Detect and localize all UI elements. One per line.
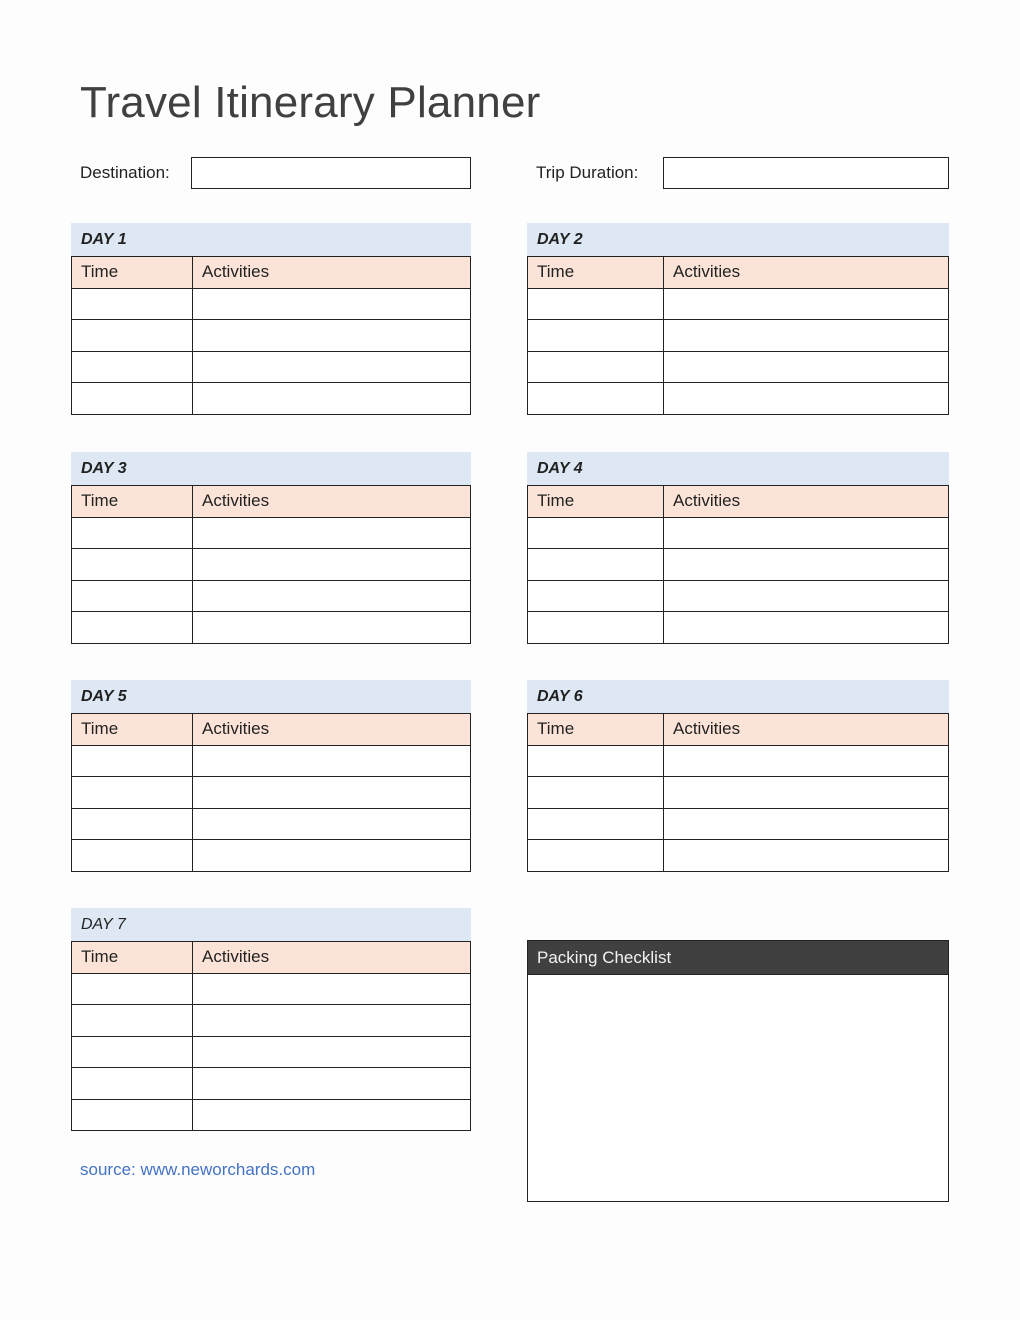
destination-field[interactable] — [191, 157, 471, 189]
table-row — [72, 383, 471, 415]
activity-cell[interactable] — [664, 745, 949, 777]
page-title: Travel Itinerary Planner — [80, 78, 541, 127]
table-row — [72, 1005, 471, 1037]
time-column-header: Time — [72, 714, 193, 746]
activity-cell[interactable] — [664, 808, 949, 840]
packing-checklist-area[interactable] — [528, 975, 948, 1201]
activities-column-header: Activities — [193, 257, 471, 289]
trip-duration-field[interactable] — [663, 157, 949, 189]
activity-cell[interactable] — [193, 549, 471, 581]
activity-cell[interactable] — [664, 612, 949, 644]
packing-checklist — [527, 940, 949, 1202]
activities-column-header: Activities — [664, 486, 949, 518]
table-row — [72, 1036, 471, 1068]
activities-column-header: Activities — [664, 257, 949, 289]
time-cell[interactable] — [528, 383, 664, 415]
time-cell[interactable] — [72, 808, 193, 840]
table-row — [72, 1068, 471, 1100]
table-row — [72, 320, 471, 352]
time-column-header: Time — [528, 257, 664, 289]
table-row — [72, 580, 471, 612]
day-1-section — [71, 223, 471, 415]
activity-cell[interactable] — [193, 840, 471, 872]
time-cell[interactable] — [72, 383, 193, 415]
time-cell[interactable] — [72, 612, 193, 644]
table-row — [528, 840, 949, 872]
activity-cell[interactable] — [193, 612, 471, 644]
activity-cell[interactable] — [664, 777, 949, 809]
time-cell[interactable] — [528, 612, 664, 644]
activity-cell[interactable] — [193, 517, 471, 549]
time-cell[interactable] — [72, 1036, 193, 1068]
day-7-header: DAY 7 — [71, 908, 471, 941]
day-7-section — [71, 908, 471, 1131]
table-row — [528, 351, 949, 383]
day-3-header: DAY 3 — [71, 452, 471, 485]
activity-cell[interactable] — [664, 580, 949, 612]
table-row — [528, 383, 949, 415]
table-row — [72, 517, 471, 549]
time-column-header: Time — [72, 942, 193, 974]
time-cell[interactable] — [72, 549, 193, 581]
table-row — [72, 808, 471, 840]
day-4-table — [527, 485, 949, 644]
time-cell[interactable] — [528, 808, 664, 840]
trip-duration-label: Trip Duration: — [536, 163, 639, 182]
time-cell[interactable] — [528, 549, 664, 581]
activity-cell[interactable] — [664, 320, 949, 352]
activity-cell[interactable] — [664, 288, 949, 320]
day-4-section — [527, 452, 949, 644]
activity-cell[interactable] — [193, 320, 471, 352]
table-row — [72, 745, 471, 777]
time-cell[interactable] — [528, 745, 664, 777]
activity-cell[interactable] — [193, 973, 471, 1005]
day-1-header: DAY 1 — [71, 223, 471, 256]
day-3-section — [71, 452, 471, 644]
packing-checklist-title: Packing Checklist — [528, 941, 948, 975]
day-2-table — [527, 256, 949, 415]
time-cell[interactable] — [72, 973, 193, 1005]
day-5-table — [71, 713, 471, 872]
table-row — [72, 973, 471, 1005]
time-cell[interactable] — [528, 288, 664, 320]
activities-column-header: Activities — [193, 714, 471, 746]
destination-label: Destination: — [80, 163, 170, 182]
time-cell[interactable] — [72, 745, 193, 777]
table-row — [528, 612, 949, 644]
time-cell[interactable] — [528, 580, 664, 612]
table-row — [72, 549, 471, 581]
table-row — [528, 808, 949, 840]
table-row — [528, 580, 949, 612]
time-cell[interactable] — [72, 840, 193, 872]
activity-cell[interactable] — [193, 383, 471, 415]
time-cell[interactable] — [72, 1099, 193, 1131]
table-row — [528, 517, 949, 549]
activity-cell[interactable] — [193, 745, 471, 777]
time-column-header: Time — [72, 257, 193, 289]
activity-cell[interactable] — [193, 580, 471, 612]
time-cell[interactable] — [528, 840, 664, 872]
activity-cell[interactable] — [664, 517, 949, 549]
day-2-section — [527, 223, 949, 415]
activity-cell[interactable] — [664, 351, 949, 383]
time-column-header: Time — [528, 486, 664, 518]
time-column-header: Time — [528, 714, 664, 746]
day-4-header: DAY 4 — [527, 452, 949, 485]
table-row — [72, 1099, 471, 1131]
table-row — [528, 288, 949, 320]
activity-cell[interactable] — [193, 1036, 471, 1068]
table-row — [528, 549, 949, 581]
day-6-header: DAY 6 — [527, 680, 949, 713]
table-row — [72, 351, 471, 383]
day-2-header: DAY 2 — [527, 223, 949, 256]
time-cell[interactable] — [528, 517, 664, 549]
table-row — [528, 320, 949, 352]
day-5-header: DAY 5 — [71, 680, 471, 713]
activities-column-header: Activities — [193, 486, 471, 518]
activity-cell[interactable] — [664, 383, 949, 415]
day-5-section — [71, 680, 471, 872]
activity-cell[interactable] — [193, 1005, 471, 1037]
day-1-table — [71, 256, 471, 415]
table-row — [72, 777, 471, 809]
source-link[interactable]: source: www.neworchards.com — [80, 1160, 316, 1179]
table-row — [528, 745, 949, 777]
time-cell[interactable] — [72, 517, 193, 549]
day-7-table — [71, 941, 471, 1131]
day-6-table — [527, 713, 949, 872]
activity-cell[interactable] — [193, 1068, 471, 1100]
time-column-header: Time — [72, 486, 193, 518]
time-cell[interactable] — [528, 777, 664, 809]
time-cell[interactable] — [72, 1068, 193, 1100]
activity-cell[interactable] — [193, 288, 471, 320]
table-row — [72, 612, 471, 644]
day-6-section — [527, 680, 949, 872]
activity-cell[interactable] — [193, 808, 471, 840]
time-cell[interactable] — [72, 320, 193, 352]
activity-cell[interactable] — [193, 1099, 471, 1131]
time-cell[interactable] — [528, 351, 664, 383]
time-cell[interactable] — [528, 320, 664, 352]
time-cell[interactable] — [72, 1005, 193, 1037]
time-cell[interactable] — [72, 351, 193, 383]
activity-cell[interactable] — [664, 840, 949, 872]
activity-cell[interactable] — [193, 351, 471, 383]
activities-column-header: Activities — [193, 942, 471, 974]
time-cell[interactable] — [72, 580, 193, 612]
time-cell[interactable] — [72, 777, 193, 809]
activity-cell[interactable] — [664, 549, 949, 581]
table-row — [72, 840, 471, 872]
activities-column-header: Activities — [664, 714, 949, 746]
day-3-table — [71, 485, 471, 644]
table-row — [72, 288, 471, 320]
table-row — [528, 777, 949, 809]
activity-cell[interactable] — [193, 777, 471, 809]
time-cell[interactable] — [72, 288, 193, 320]
